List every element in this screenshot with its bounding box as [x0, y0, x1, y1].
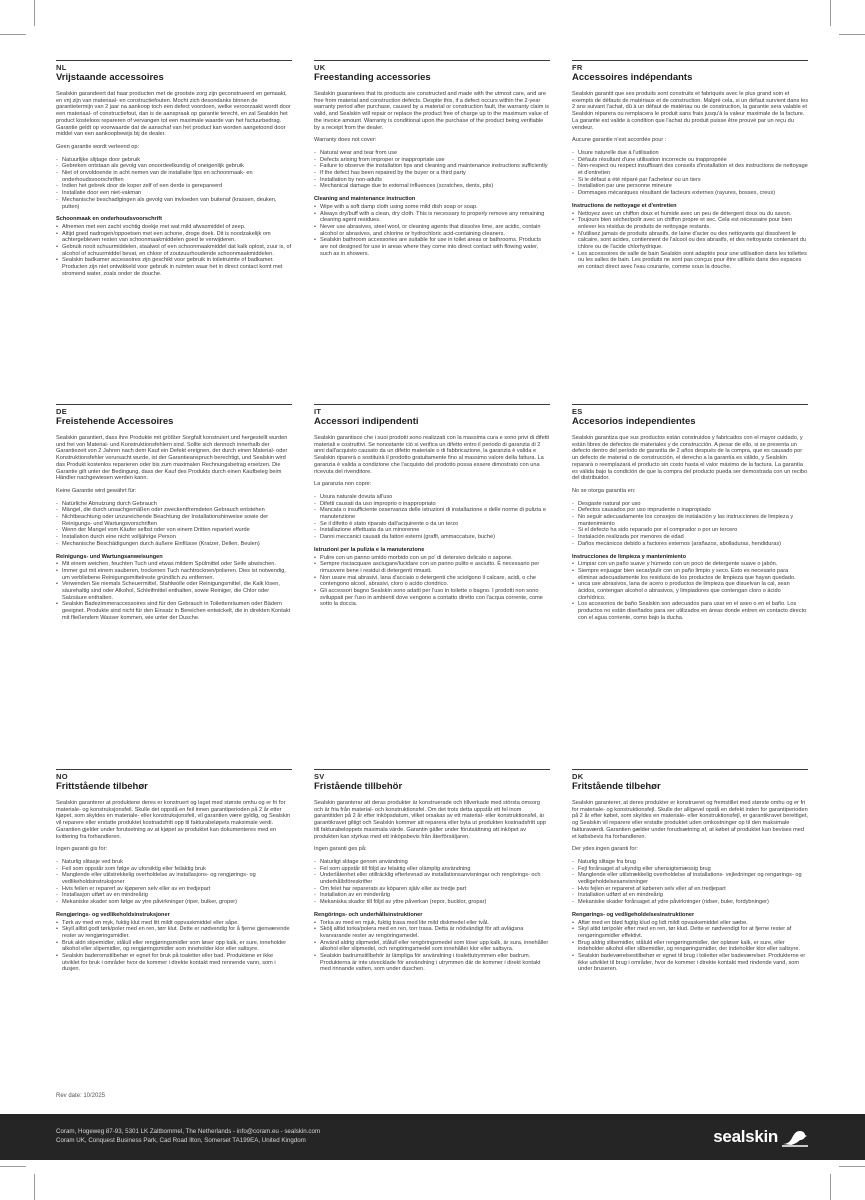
revision-date: Rev date: 10/2025 — [56, 1093, 106, 1099]
exclusion-item: - Manglende eller utilstrækkelig overholdelse af installations- vejledninger og rengørings- og vedligeholdelsesanvisninger — [572, 872, 808, 885]
warranty-intro: Sealskin garanterar att deras produkter är konstruerade och tillverkade med största omsorg och är fria från material- och konstruktionsfel. Om det trots detta uppstår ett fel inom garantitiden på 2 år efter inköpsdatum, vilket orsakas av ett material- eller konstruktionsfel, är garantikravet giltigt och Sealskin kommer att reparera eller byta ut produkten kostnadsfritt upp till fakturabeloppets maximala värde. Garantin gäller under förutsättning att inköpet av produkten kan styrkas med ett inköpsbevis från återförsäljaren. — [314, 800, 546, 840]
exclusion-item: - Mekaniske skader som følge av ytre påvirkninger (riper, bulker, groper) — [56, 899, 292, 906]
exclusion-item: - Installation par une personne mineure — [572, 183, 808, 190]
care-item: • Toujours bien sécher/polir avec un chiffon propre et sec. Cela est nécessaire pour bien enlever les résidus de produits de nettoyage restants. — [572, 217, 808, 230]
exclusions-list — [572, 859, 808, 906]
exclusions-list — [572, 501, 808, 548]
section-rule — [572, 404, 808, 405]
care-item: • Los accesorios de baño Sealskin son adecuados para usar en el aseo o en el baño. Los productos no están diseñados para ser utilizados en áreas donde entren en contacto directo con el agua corriente, como bajo la ducha. — [572, 601, 808, 621]
section-it — [314, 404, 550, 614]
exclusions-heading: La garanzia non copre: — [314, 481, 372, 488]
care-heading: Reinigungs- und Wartungsanweisungen — [56, 553, 163, 560]
exclusion-item: - Mängel, die durch unsachgemäßen oder zweckentfremdeten Gebrauch entstehen — [56, 507, 292, 514]
exclusions-heading: Ingen garanti gis for: — [56, 846, 107, 853]
care-heading: Instrucciones de limpieza y mantenimiento — [572, 553, 687, 560]
care-list — [572, 561, 808, 621]
care-heading: Rengørings- og vedligeholdelsesinstruktioner — [572, 911, 695, 918]
language-code: NL — [56, 63, 67, 72]
care-list — [56, 224, 292, 278]
care-list — [56, 920, 292, 974]
exclusion-item: - Mekaniska skador till följd av yttre påverkan (repor, bucklor, gropar) — [314, 899, 550, 906]
care-item: • unca use abrasivos, lana de acero o productos de limpieza que disuelvan la cal, sean ácidos, contengan alcohol o abrasivos, y limpiadores que contengan cloro o ácido clorhídrico. — [572, 581, 808, 601]
exclusion-item: - Instalación realizada por menores de edad — [572, 534, 808, 541]
exclusion-item: - Mancata o insufficiente osservanza delle istruzioni di installazione e delle norme di pulizia e manutenzione — [314, 507, 550, 520]
care-item: • Torka av med en mjuk, fuktig trasa med lite mild diskmedel eller tvål. — [314, 920, 550, 927]
section-uk — [314, 60, 550, 263]
exclusion-item: - Se il difetto è stato riparato dall'acquirente o da un terzo — [314, 521, 550, 528]
care-list — [572, 211, 808, 271]
care-heading: Cleaning and maintenance instruction — [314, 196, 416, 203]
warranty-intro: Sealskin garanterer at produktene deres er konstruert og laget med største omhu og er fri for materiale- og konstruksjonsfeil. Skulle det oppstå en feil innen garantiperioden på 2 år etter kjøpet, som skyldes en materiale- eller konstruksjonsfeil, vil garantien være gyldig, og Sealskin vil reparere eller erstatte produktet kostnadsfritt opp til fakturabeløpets maksimale verdi. Garantien gjelder under forutsetning av at kjøpet av produktet kan dokumenteres med en kvittering fra forhandleren. — [56, 800, 291, 840]
exclusion-item: - Failure to observe the installation tips and cleaning and maintenance instructions sufficiently — [314, 163, 550, 170]
exclusion-item: - No seguir adecuadamente los consejos de instalación y las instrucciones de limpieza y mantenimiento — [572, 514, 808, 527]
exclusions-list — [572, 150, 808, 197]
exclusion-item: - Mechanical damage due to external influences (scratches, dents, pits) — [314, 183, 550, 190]
exclusion-item: - Daños mecánicos debido a factores externos (arañazos, abolladuras, hendiduras) — [572, 541, 808, 548]
exclusion-item: - Underlåtenhet eller otillräcklig efterlevnad av installationsanvisningar och rengörings- och underhållsföreskrifter — [314, 872, 550, 885]
section-title: Vrijstaande accessoires — [56, 72, 164, 83]
exclusion-item: - Si le défaut a été réparé par l'acheteur ou un tiers — [572, 177, 808, 184]
care-item: • Sealskin badrumstillbehör är lämpliga för användning i toalettutrymmen eller badrum. Produkterna är inte utvecklade för användning i utrymmen där de kommer i direkt kontakt med rinnande vatten, som under duschen. — [314, 953, 550, 973]
section-title: Freestanding accessories — [314, 72, 431, 83]
seal-icon — [781, 1127, 809, 1147]
exclusion-item: - Installation udført af en mindreårig — [572, 892, 808, 899]
care-item: • N'utilisez jamais de produits abrasifs, de laine d'acier ou des nettoyants qui dissolvent le calcaire, sont acides, contiennent de l'alcool ou des abrasifs, et des nettoyants contenant du chlore ou de l'acide chlorhydrique. — [572, 231, 808, 251]
section-rule — [56, 404, 292, 405]
care-item: • Pulire con un panno umido morbido con un po' di detersivo delicato o sapone. — [314, 555, 550, 562]
section-no — [56, 769, 292, 979]
exclusion-item: - Nichtbeachtung oder unzureichende Beachtung der Installationshinweise sowie der Reinigungs- und Wartungsvorschriften — [56, 514, 292, 527]
exclusion-item: - Défauts résultant d'une utilisation incorrecte ou inappropriée — [572, 157, 808, 164]
exclusion-item: - Naturlig slitage fra brug — [572, 859, 808, 866]
exclusion-item: - Usure naturelle due à l'utilisation — [572, 150, 808, 157]
address-line-uk: Coram UK, Conquest Business Park, Cad Road Ilton, Somerset TA199EA, United Kingdom — [56, 1137, 306, 1144]
language-code: SV — [314, 772, 325, 781]
footer-bar — [0, 1114, 865, 1160]
exclusion-item: - Desgaste natural por uso — [572, 501, 808, 508]
exclusion-item: - Naturlig slitasje ved bruk — [56, 859, 292, 866]
section-fr — [572, 60, 808, 277]
logo-wordmark: sealskin — [713, 1127, 778, 1146]
care-list — [314, 204, 550, 258]
care-item: • Gli accessori bagno Sealskin sono adatti per l'uso in toilette o bagno. I prodotti non sono sviluppati per l'uso in ambienti dove vengono a contatto diretto con l'acqua corrente, come sotto la doccia. — [314, 588, 550, 608]
exclusion-item: - If the defect has been repaired by the buyer or a third party — [314, 170, 550, 177]
care-item: • Limpiar con un paño suave y húmedo con un poco de detergente suave o jabón. — [572, 561, 808, 568]
exclusions-heading: Aucune garantie n'est accordée pour : — [572, 137, 667, 144]
exclusion-item: - Manglende eller utilstrekkelig overholdelse av installasjons- og rengjørings- og vedlikeholdsinstruksjoner — [56, 872, 292, 885]
care-item: • Sealskin badkamer accessoires zijn geschikt voor gebruik in toiletruimte of badkamer. Producten zijn niet ontwikkeld voor gebruik in ruimten waar het in direct contact komt met stromend water, zoals onder de douche. — [56, 257, 292, 277]
warranty-intro: Sealskin garantisce che i suoi prodotti sono realizzati con la massima cura e sono privi di difetti materiali e costruttivi. Se nonostante ciò si verifica un difetto entro il periodo di garanzia di 2 anni dall'acquisto causato da un difetto materiale o di fabbricazione, la garanzia è valida e Sealskin riparerà o sostituirà il prodotto gratuitamente fino al massimo valore della fattura. La garanzia è valida a condizione che l'acquisto del prodotto possa essere dimostrato con una ricevuta del rivenditore. — [314, 435, 550, 475]
language-code: ES — [572, 407, 583, 416]
care-item: • Aftør med en blød fugtig klud og lidt mildt opvaskemiddel eller sæbe. — [572, 920, 808, 927]
care-heading: Instructions de nettoyage et d'entretien — [572, 202, 677, 209]
care-item: • Sealskin Badezimmeraccessoires sind für den Gebrauch in Toilettenräumen oder Bädern geeignet. Produkte sind nicht für den Einsatz in Bereichen entwickelt, die in direkten Kontakt mit fließendem Wasser kommen, wie unter der Dusche. — [56, 601, 292, 621]
care-item: • Mit einem weichen, feuchten Tuch und etwas mildem Spülmittel oder Seife abwischen. — [56, 561, 292, 568]
exclusion-item: - Hvis feilen er reparert av kjøperen selv eller av en tredjepart — [56, 886, 292, 893]
exclusion-item: - Installazione effettuata da un minorenne — [314, 527, 550, 534]
warranty-intro: Sealskin guarantees that its products are constructed and made with the utmost care, and are free from material and construction defects. Despite this, if a defect occurs within the 2-year warranty period after purchase, caused by a material or construction fault, the warranty claim is valid, and Sealskin will repair or replace the product free of charge up to the maximum value of the invoice amount. Warranty is conditional upon the purchase of the product being verifiable by a receipt from the dealer. — [314, 91, 550, 131]
language-code: NO — [56, 772, 68, 781]
section-title: Accesorios independientes — [572, 416, 696, 427]
language-code: FR — [572, 63, 583, 72]
language-code: DE — [56, 407, 68, 416]
exclusion-item: - Natural wear and tear from use — [314, 150, 550, 157]
care-list — [572, 920, 808, 974]
care-item: • Gebruik nooit schuurmiddelen, staalwol of een schoonmaakmiddel dat kalk oplost, zuur is, of alcohol of schuurmiddel bevat, en chloor of zoutzuurhoudende schoonmaakmiddelen. — [56, 244, 292, 257]
sealskin-logo — [713, 1125, 809, 1149]
exclusions-list — [56, 157, 292, 211]
care-heading: Schoonmaak en onderhoudsvoorschrift — [56, 216, 162, 223]
care-item: • Sealskin badeværelsestilbehør er egnet til brug i toiletter eller badeværelser. Produkterne er ikke udviklet til brug i områder, hvor de kommer i direkte kontakt med rindende vand, som under bruseren. — [572, 953, 808, 973]
section-dk — [572, 769, 808, 979]
exclusion-item: - Naturligt slitage genom användning — [314, 859, 550, 866]
warranty-intro: Sealskin garandeert dat haar producten met de grootste zorg zijn geconstrueerd en gemaakt, en vrij zijn van materiaal- en constructiefouten. Mocht zich desondanks binnen de garantietermijn van 2 jaar na aankoop toch een defect voordoen, welke veroorzaakt wordt door een materiaal- of constructiefout, dan is de aanspraak op garantie terecht, en zal Sealskin het product kosteloos repareren of vervangen tot een maximale waarde van het factuurbedrag. Garantie geldt op voorwaarde dat de aanschaf van het product kan worden aangetoond door middel van een aankoopbewijs bij de dealer. — [56, 91, 291, 138]
exclusions-heading: Keine Garantie wird gewährt für: — [56, 487, 137, 494]
care-heading: Rengörings- och underhållsinstruktioner — [314, 911, 423, 918]
section-de — [56, 404, 292, 628]
section-rule — [314, 404, 550, 405]
exclusion-item: - Natürliche Abnutzung durch Gebrauch — [56, 501, 292, 508]
section-sv — [314, 769, 550, 979]
care-list — [56, 561, 292, 621]
section-es — [572, 404, 808, 628]
care-item: • Always dry/buff with a clean, dry cloth. This is necessary to properly remove any remaining cleaning agent residues. — [314, 211, 550, 224]
exclusions-heading: No se otorga garantía en: — [572, 487, 636, 494]
care-heading: Istruzioni per la pulizia e la manutenzione — [314, 546, 425, 553]
exclusion-item: - Indien het gebrek door de koper zelf of een derde is gerepareerd — [56, 183, 292, 190]
exclusion-item: - Installatie door een niet-vakman — [56, 190, 292, 197]
warranty-intro: Sealskin garantit que ses produits sont construits et fabriqués avec le plus grand soin et exempts de défauts de matériaux et de construction. Malgré cela, si un défaut survient dans les 2 ans suivant l'achat, dû à un défaut de matériau ou de construction, la garantie sera valable et Sealskin réparera ou remplacera le produit sans frais jusqu'à la valeur maximale de la facture. La garantie est valide à condition que l'achat du produit puisse être prouvé par un reçu du vendeur. — [572, 91, 808, 131]
exclusion-item: - Natuurlijke slijtage door gebruik — [56, 157, 292, 164]
warranty-intro: Sealskin garantiert, dass ihre Produkte mit größter Sorgfalt konstruiert und hergestellt wurden und frei von Material- und Konstruktionsfehlern sind. Sollte sich dennoch innerhalb der Garantiezeit von 2 Jahren nach dem Kauf ein Defekt ereignen, der durch einen Material- oder Konstruktionsfehler verursacht wurde, ist der Garantieanspruch berechtigt, und Sealskin wird das Produkt kostenlos reparieren oder bis zum maximalen Rechnungsbetrag ersetzen. Die Garantie gilt unter der Bedingung, dass der Kauf des Produkts durch einen Kaufbeleg beim Händler nachgewiesen werden kann. — [56, 435, 288, 482]
care-item: • Sempre risciacquare asciugare/lucidare con un panno pulito e asciutto. È necessario per rimuovere bene i residui di detergenti rimasti. — [314, 561, 550, 574]
exclusions-list — [314, 150, 550, 190]
exclusion-item: - Installation durch eine nicht volljährige Person — [56, 534, 292, 541]
exclusion-item: - Dommages mécaniques résultant de facteurs externes (rayures, bosses, creux) — [572, 190, 808, 197]
care-item: • Skyl altid tør/polér efter med en ren, tør klud. Dette er nødvendigt for at fjerne rester af rengøringsmidler effektivt. — [572, 926, 808, 939]
exclusion-item: - Installation av en minderårig — [314, 892, 550, 899]
section-rule — [572, 60, 808, 61]
care-item: • Siempre enjuagar bien secar/pulir con un paño limpio y seco. Esto es necesario para eliminar adecuadamente los residuos de los productos de limpieza que hayan quedado. — [572, 568, 808, 581]
section-rule — [314, 769, 550, 770]
section-rule — [56, 769, 292, 770]
section-title: Accessoires indépendants — [572, 72, 693, 83]
care-item: • Immer gut mit einem sauberen, trockenen Tuch nachtrocknen/polieren. Dies ist notwendig, um verbliebene Reinigungsmittelreste gründlich zu entfernen. — [56, 568, 292, 581]
exclusion-item: - Danni meccanici causati da fattori esterni (graffi, ammaccature, buche) — [314, 534, 550, 541]
language-code: IT — [314, 407, 322, 416]
exclusion-item: - Mekaniske skader forårsaget af ydre påvirkninger (ridser, buler, fordybninger) — [572, 899, 808, 906]
exclusion-item: - Defects arising from improper or inappropriate use — [314, 157, 550, 164]
exclusion-item: - Feil som oppstår som følge av uforsiktig eller feilaktig bruk — [56, 866, 292, 873]
care-heading: Rengjørings- og vedlikeholdsinstruksjoner — [56, 911, 170, 918]
exclusion-item: - Installation by non-adults — [314, 177, 550, 184]
section-nl — [56, 60, 292, 284]
exclusions-list — [314, 494, 550, 541]
exclusion-item: - Wenn der Mangel vom Käufer selbst oder von einem Dritten repariert wurde — [56, 527, 292, 534]
section-rule — [572, 769, 808, 770]
care-item: • Bruk aldri slipemidler, stålull eller rengjøringsmidler som løser opp kalk, er sure, inneholder alkohol eller slipemidler, og rengjøringsmidler som inneholder klor eller saltsyre. — [56, 940, 292, 953]
care-item: • Afnemen met een zacht vochtig doekje met wat mild afwasmiddel of zeep. — [56, 224, 292, 231]
care-item: • Wipe with a soft damp cloth using some mild dish soap or soap. — [314, 204, 550, 211]
exclusion-item: - Hvis fejlen er repareret af køberen selv eller af en tredjepart — [572, 886, 808, 893]
exclusion-item: - Usura naturale dovuta all'uso — [314, 494, 550, 501]
care-item: • Altijd goed nadrogen/oppoetsen met een schone, droge doek. Dit is noodzakelijk om achtergebleven resten van schoonmaakmiddelen goed te verwijderen. — [56, 231, 292, 244]
exclusions-heading: Geen garantie wordt verleend op: — [56, 143, 140, 150]
exclusions-heading: Ingen garanti ges på: — [314, 846, 367, 853]
care-item: • Sealskin bathroom accessories are suitable for use in toilet areas or bathrooms. Products are not designed for use in areas where they come into direct contact with flowing water, such as in showers. — [314, 237, 550, 257]
care-item: • Never use abrasives, steel wool, or cleaning agents that dissolve lime, are acidic, contain alcohol or abrasives, and chlorine or hydrochloric acid-containing cleaners. — [314, 224, 550, 237]
section-title: Freistehende Accessoires — [56, 416, 174, 427]
care-item: • Skyll alltid godt tørk/poler med en ren, tørr klut. Dette er nødvendig for å fjerne gjenværende rester av rengjøringsmidler. — [56, 926, 292, 939]
care-item: • Brug aldrig slibemidler, ståluld eller rengøringsmidler, der opløser kalk, er sure, eller indeholder alkohol eller slibemidler, og rengøringsmidler, der indeholder klor eller saltsyre. — [572, 940, 808, 953]
exclusion-item: - Difetti causati da uso improprio o inappropriato — [314, 501, 550, 508]
exclusion-item: - Fel som uppstår till följd av felaktig eller olämplig användning — [314, 866, 550, 873]
exclusions-heading: Warranty does not cover: — [314, 137, 377, 144]
exclusion-item: - Installasjon utført av en mindreårig — [56, 892, 292, 899]
section-title: Fristående tillbehör — [314, 781, 403, 792]
care-list — [314, 555, 550, 609]
language-code: DK — [572, 772, 584, 781]
exclusions-list — [56, 501, 292, 548]
care-item: • Använd aldrig slipmedel, stålull eller rengöringsmedel som löser upp kalk, är sura, innehåller alkohol eller slipmedel, och rengöringsmedel som innehåller klor eller saltsyra. — [314, 940, 550, 953]
exclusions-list — [56, 859, 292, 906]
section-rule — [314, 60, 550, 61]
section-title: Accessori indipendenti — [314, 416, 419, 427]
care-item: • Nettoyez avec un chiffon doux et humide avec un peu de détergent doux ou du savon. — [572, 211, 808, 218]
care-item: • Skölj alltid torka/polera med en ren, torr trasa. Detta är nödvändigt för att avlägsna kvarvarande rester av rengöringsmedel. — [314, 926, 550, 939]
section-title: Frittstående tilbehør — [56, 781, 148, 792]
care-item: • Les accessoires de salle de bain Sealskin sont adaptés pour une utilisation dans les toilettes ou les salles de bain. Les produits ne sont pas conçus pour être utilisés dans des espaces en contact direct avec l'eau courante, comme sous la douche. — [572, 251, 808, 271]
address-line-nl: Coram, Hogeweg 87-93, 5301 LK Zaltbommel, The Netherlands - info@coram.eu - sealskin.com — [56, 1128, 321, 1135]
exclusions-list — [314, 859, 550, 906]
care-item: • Non usare mai abrasivi, lana d'acciaio o detergenti che sciolgono il calcare, acidi, o che contengono alcool, abrasivi, cloro o acido cloridrico. — [314, 575, 550, 588]
section-title: Fritstående tilbehør — [572, 781, 661, 792]
language-code: UK — [314, 63, 326, 72]
exclusion-item: - Gebreken ontstaan als gevolg van onoordeelkundig of oneigenlijk gebruik — [56, 163, 292, 170]
exclusion-item: - Mechanische beschadigingen als gevolg van invloeden van buitenaf (krassen, deuken, putten) — [56, 197, 292, 210]
exclusion-item: - Defectos causados por uso imprudente o inapropiado — [572, 507, 808, 514]
warranty-intro: Sealskin garanterer, at deres produkter er konstrueret og fremstillet med største omhu og er fri for materiale- og konstruktionsfejl. Skulle der alligevel opstå en defekt inden for garantiperioden på 2 år efter købet, som skyldes en materiale- eller konstruktionsfejl, er garantikravet berettiget, og Sealskin vil reparere eller erstatte produktet uden omkostninger op til den maksimale fakturaværdi. Garantien gælder under forudsætning af, at købet af produktet kan bevises med et købsbevis fra forhandleren. — [572, 800, 808, 840]
footer-address — [56, 1127, 320, 1145]
exclusion-item: - Non-respect ou respect insuffisant des conseils d'installation et des instructions de nettoyage et d'entretien — [572, 163, 808, 176]
exclusion-item: - Si el defecto ha sido reparado por el comprador o por un tercero — [572, 527, 808, 534]
section-rule — [56, 60, 292, 61]
exclusion-item: - Mechanische Beschädigungen durch äußere Einflüsse (Kratzer, Dellen, Beulen) — [56, 541, 292, 548]
exclusions-heading: Der ydes ingen garanti for: — [572, 846, 638, 853]
warranty-intro: Sealskin garantiza que sus productos están construidos y fabricados con el mayor cuidado, y están libres de defectos de materiales y de construcción. A pesar de ello, si se presenta un defecto dentro del período de garantía de 2 años después de la compra, que es causado por un defecto de material o de construcción, el derecho a la garantía es válido, y Sealskin reparará o reemplazará el producto sin costo hasta el valor máximo de la factura. La garantía es válida bajo la condición de que la compra del producto pueda ser demostrada con un recibo del distribuidor. — [572, 435, 808, 482]
exclusion-item: - Niet of onvoldoende in acht nemen van de installatie tips en schoonmaak- en onderhoudsvoorschriften — [56, 170, 292, 183]
care-list — [314, 920, 550, 974]
care-item: • Tørk av med en myk, fuktig klut med litt mildt oppvaskmiddel eller såpe. — [56, 920, 292, 927]
care-item: • Verwenden Sie niemals Scheuermittel, Stahlwolle oder Reinigungsmittel, die Kalk lösen, säurehaltig sind oder Alkohol, Schleifmittel enthalten, sowie Reiniger, die Chlor oder Salzsäure enthalten. — [56, 581, 292, 601]
care-item: • Sealskin baderomstilbehør er egnet for bruk på toaletter eller bad. Produktene er ikke utviklet for bruk i områder hvor de kommer i direkte kontakt med rennende vann, som i dusjen. — [56, 953, 292, 973]
exclusion-item: - Om felet har reparerats av köparen själv eller av tredje part — [314, 886, 550, 893]
exclusion-item: - Fejl forårsaget af ukyndig eller uhensigtsmæssig brug — [572, 866, 808, 873]
